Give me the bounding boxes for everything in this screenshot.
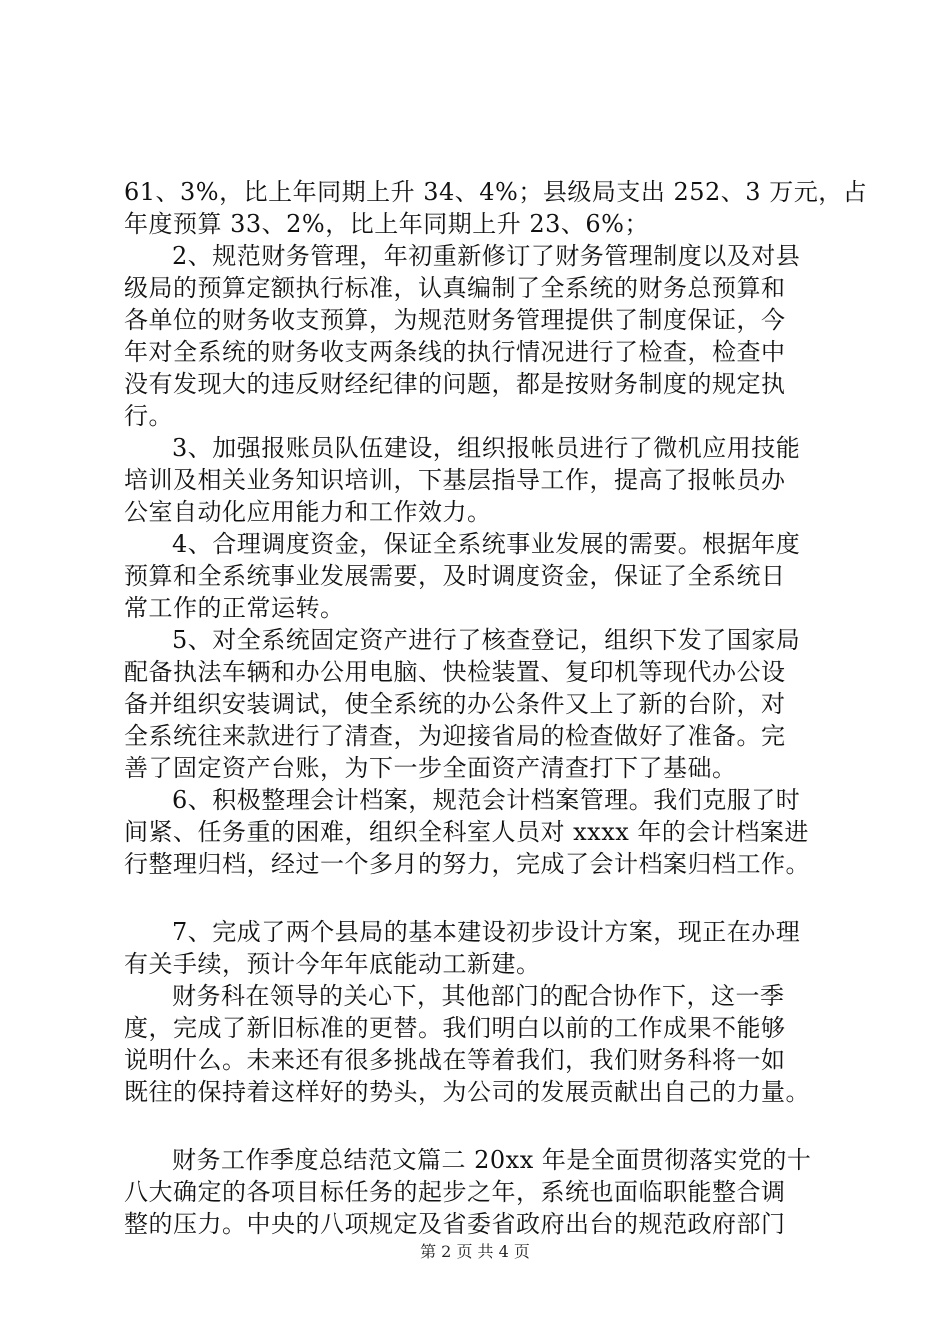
text-line: 年对全系统的财务收支两条线的执行情况进行了检查，检查中 — [124, 338, 786, 366]
paragraph — [124, 1144, 844, 1240]
text-line: 各单位的财务收支预算，为规范财务管理提供了制度保证，今 — [124, 306, 786, 334]
text-line: 备并组织安装调试，使全系统的办公条件又上了新的台阶，对 — [124, 690, 786, 718]
text-line: 有关手续，预计今年年底能动工新建。 — [124, 950, 541, 978]
text-line: 预算和全系统事业发展需要，及时调度资金，保证了全系统日 — [124, 562, 786, 590]
text-line: 6、积极整理会计档案，规范会计档案管理。我们克服了时 — [172, 786, 801, 814]
text-line: 4、合理调度资金，保证全系统事业发展的需要。根据年度 — [172, 530, 801, 558]
paragraph — [124, 176, 868, 240]
paragraph — [124, 980, 844, 1108]
text-line: 61、3%，比上年同期上升 34、4%；县级局支出 252、3 万元，占 — [124, 178, 868, 206]
paragraph — [124, 784, 844, 880]
paragraph — [124, 528, 844, 624]
text-line: 3、加强报账员队伍建设，组织报帐员进行了微机应用技能 — [172, 434, 801, 462]
text-line: 级局的预算定额执行标准，认真编制了全系统的财务总预算和 — [124, 274, 786, 302]
text-line: 全系统往来款进行了清查，为迎接省局的检查做好了准备。完 — [124, 722, 786, 750]
text-line: 2、规范财务管理，年初重新修订了财务管理制度以及对县 — [172, 242, 801, 270]
text-line: 既往的保持着这样好的势头，为公司的发展贡献出自己的力量。 — [124, 1078, 810, 1106]
text-line: 财务科在领导的关心下，其他部门的配合协作下，这一季 — [172, 982, 785, 1010]
text-line: 公室自动化应用能力和工作效力。 — [124, 498, 492, 526]
text-line: 度，完成了新旧标准的更替。我们明白以前的工作成果不能够 — [124, 1014, 786, 1042]
paragraph — [124, 624, 844, 784]
paragraph — [124, 916, 844, 980]
text-line: 行。 — [124, 402, 173, 430]
paragraph — [124, 240, 844, 432]
text-line: 善了固定资产台账，为下一步全面资产清查打下了基础。 — [124, 754, 737, 782]
paragraph — [124, 432, 844, 528]
paragraph-gap — [124, 880, 844, 916]
text-line: 5、对全系统固定资产进行了核查登记，组织下发了国家局 — [172, 626, 801, 654]
page-footer: 第 2 页 共 4 页 — [420, 1242, 530, 1261]
paragraph-gap — [124, 1108, 844, 1144]
text-line: 八大确定的各项目标任务的起步之年，系统也面临职能整合调 — [124, 1178, 786, 1206]
text-line: 说明什么。未来还有很多挑战在等着我们，我们财务科将一如 — [124, 1046, 786, 1074]
text-line: 整的压力。中央的八项规定及省委省政府出台的规范政府部门 — [124, 1210, 786, 1238]
text-line: 年度预算 33、2%，比上年同期上升 23、6%； — [124, 210, 649, 238]
text-line: 配备执法车辆和办公用电脑、快检装置、复印机等现代办公设 — [124, 658, 786, 686]
text-line: 常工作的正常运转。 — [124, 594, 345, 622]
text-line: 没有发现大的违反财经纪律的问题，都是按财务制度的规定执 — [124, 370, 786, 398]
document-body — [124, 176, 868, 1240]
text-line: 财务工作季度总结范文篇二 20xx 年是全面贯彻落实党的十 — [172, 1146, 812, 1174]
text-line: 培训及相关业务知识培训，下基层指导工作，提高了报帐员办 — [124, 466, 786, 494]
text-line: 间紧、任务重的困难，组织全科室人员对 xxxx 年的会计档案进 — [124, 818, 809, 846]
text-line: 行整理归档，经过一个多月的努力，完成了会计档案归档工作。 — [124, 850, 810, 878]
text-line: 7、完成了两个县局的基本建设初步设计方案，现正在办理 — [172, 918, 801, 946]
